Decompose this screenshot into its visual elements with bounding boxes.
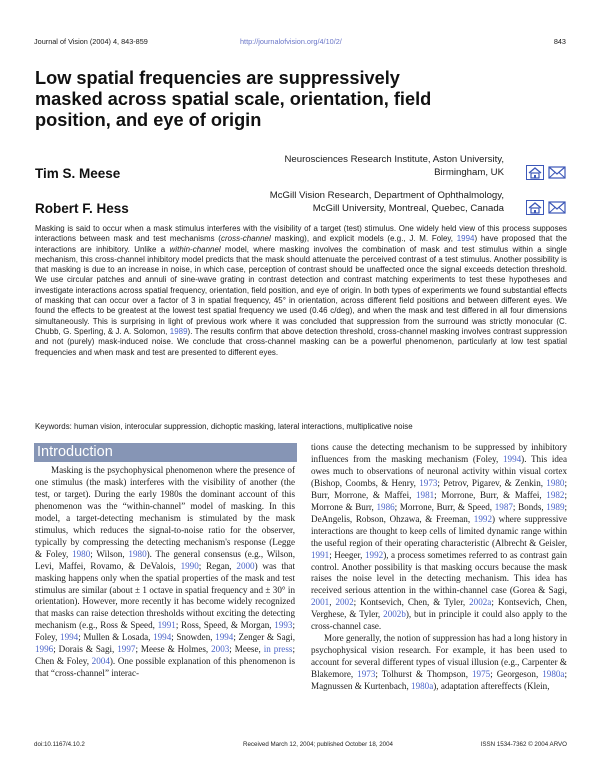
section-heading-bar — [34, 443, 297, 462]
body-text: ; Bonds, — [512, 501, 547, 512]
body-text: ; Petrov, Pigarev, & Zenkin, — [437, 477, 547, 488]
affiliation-line: McGill University, Montreal, Quebec, Canada — [312, 202, 504, 214]
author-1-icons — [526, 165, 566, 180]
body-text: ; Ross, Speed, & Morgan, — [175, 620, 275, 631]
body-text: ; Heeger, — [329, 549, 365, 560]
citation-link[interactable]: 1987 — [494, 501, 513, 512]
citation-link[interactable]: 1980 — [72, 548, 91, 559]
body-text: ; Regan, — [198, 560, 237, 571]
citation-link[interactable]: 1992 — [365, 549, 384, 560]
body-text: More generally, the notion of suppression has had a long history in psychophysical vision research. For example, it has been used to account for several different types of visual illusion (e.g., Carpenter & Blakemore, — [311, 633, 567, 680]
citation-link[interactable]: 1997 — [117, 644, 136, 655]
citation-link[interactable]: 2002b — [383, 609, 406, 620]
footer-doi: doi:10.1167/4.10.2 — [34, 741, 85, 748]
footer-dates: Received March 12, 2004; published October 18, 2004 — [243, 741, 393, 748]
citation-link[interactable]: 1994 — [60, 632, 79, 643]
citation-link[interactable]: 1994 — [502, 453, 522, 464]
body-text: ; Wilson, — [90, 548, 129, 559]
keywords: Keywords: human vision, interocular suppression, dichoptic masking, lateral interactions, multiplicative noise — [35, 422, 413, 431]
citation-link[interactable]: 1994 — [153, 632, 172, 643]
body-text: ), a process sometimes referred to as contrast gain control. Another possibility is that masking occurs because the mask raises the noise level in the detecting mechanism. This idea has received serious attention in the within-channel case (Gorea & Sagi, — [311, 549, 568, 596]
citation-link[interactable]: 1973 — [357, 669, 376, 680]
section-title: Introduction — [37, 444, 113, 460]
footer-issn: ISSN 1534-7362 © 2004 ARVO — [480, 741, 567, 748]
body-text: ; Kontsevich, Chen, & Tyler, — [353, 597, 470, 608]
body-text: , — [329, 597, 336, 608]
body-text: ; Magnussen & Kurtenbach, — [311, 669, 567, 692]
article-title: Low spatial frequencies are suppressively masked across spatial scale, orientation, field position, and eye of origin — [35, 68, 432, 130]
body-text: ; Georgeson, — [490, 669, 543, 680]
home-page-icon[interactable] — [526, 200, 544, 215]
citation-link[interactable]: 1986 — [376, 501, 395, 512]
author-affiliation-1 — [224, 154, 504, 179]
citation-link[interactable]: 1980 — [128, 548, 147, 559]
citation-link[interactable]: 1992 — [473, 513, 492, 524]
citation-link[interactable]: 1994 — [215, 632, 234, 643]
author-name-2: Robert F. Hess — [35, 201, 129, 216]
body-text: ) was that masking happens only when the spatial properties of the mask and test stimulus are similar (about ± 1 octave in spatial frequency and ± 30° in orientation). However, more recently it has become widely recognized that masks can raise detection thresholds without exciting the detecting mechanism (e.g., Ross & Speed, — [35, 560, 295, 631]
citation-link[interactable]: 1975 — [472, 669, 491, 680]
body-text: ; Zenger & Sagi, — [233, 632, 295, 643]
body-text: ; Tolhurst & Thompson, — [375, 669, 472, 680]
body-text: ; Burr, Morrone, & Maffei, — [311, 477, 567, 500]
email-icon[interactable] — [548, 200, 566, 215]
citation-link[interactable]: 2003 — [211, 644, 230, 655]
body-text: ; Meese & Holmes, — [135, 644, 212, 655]
abstract-text: ). The results confirm that above detection threshold, cross-channel masking involves contrast suppression and not (purely) mask-induced noise. We conclude that cross-channel masking can be a powerful phenomenon, particularly at low test spatial frequencies and when mask and test are presented to different eyes. — [35, 326, 568, 357]
body-text: ), adaptation aftereffects (Klein, — [433, 681, 550, 692]
abstract-text: masking), and explicit models (e.g., J. M. Foley, — [270, 234, 457, 244]
abstract-text: model, where masking involves the combination of mask and test stimulus within a single mechanism, this cross-channel inhibitory model predicts that the mask should attenuate the perceived contrast of a test stimulus. Another possibility is that masking is due to an increase in noise, in which case, perception of contrast should be unaffected once the signal exceeds detection threshold. We use circular patches and annuli of sine-wave grating in contrast detection and contrast matching experiments to test these hypotheses and investigate interactions across spatial frequency, orientation, field position, and eye of origin. In both types of experiments we found substantial effects of masking that can occur over a factor of 3 in spatial frequency, 45° in orientation, across different field positions and between different eyes. We found the effects to be greatest at the lowest test spatial frequency we used (0.46 c/deg), and when the mask and test differed in all four dimensions simultaneously. This is surprising in light of previous work where it was concluded that suppression from the surround was strictly monocular (C. Chubb, G. Sperling, & J. A. Solomon, — [35, 244, 567, 336]
citation-link[interactable]: 1991 — [157, 620, 176, 631]
citation-link[interactable]: 2001 — [311, 597, 330, 608]
citation-link[interactable]: in press — [263, 644, 293, 655]
affiliation-line: McGill Vision Research, Department of Ophthalmology, — [269, 190, 504, 201]
author-affiliation-2 — [224, 190, 504, 215]
author-name-1: Tim S. Meese — [35, 166, 121, 181]
body-text: ; Meese, — [229, 644, 264, 655]
body-text: ; Kontsevich, Chen, Verghese, & Tyler, — [311, 597, 567, 620]
intro-right-column — [311, 442, 567, 693]
body-text: ; Snowden, — [171, 632, 216, 643]
home-page-icon[interactable] — [526, 165, 544, 180]
body-text: ). One possible explanation of this phenomenon is that “cross-channel” interac- — [35, 656, 295, 679]
abstract-emphasis: cross-channel — [220, 234, 271, 244]
citation-link[interactable]: 1981 — [415, 489, 435, 500]
running-header-journal: Journal of Vision (2004) 4, 843-859 — [34, 37, 148, 46]
body-text: ; Mullen & Losada, — [78, 632, 154, 643]
body-text: ; Foley, — [35, 620, 295, 643]
citation-link[interactable]: 1982 — [546, 489, 565, 500]
body-text: ; Chen & Foley, — [35, 644, 295, 667]
affiliation-line: Birmingham, UK — [434, 166, 504, 178]
intro-paragraph — [311, 633, 567, 693]
citation-link[interactable]: 2000 — [236, 560, 255, 571]
body-text: ). This idea owes much to observations of neuronal activity within visual cortex (Bishop, Coombs, & Henry, — [311, 453, 568, 488]
citation-link[interactable]: 1991 — [311, 549, 330, 560]
body-text: ; Morrone, Burr, & Maffei, — [434, 489, 547, 500]
body-text: ) where suppressive interactions are thought to keep cells of limited dynamic range within the useful region of their operating characteristic (Albrecht & Geisler, — [311, 513, 567, 548]
citation-link[interactable]: 1989 — [546, 501, 565, 512]
citation-link[interactable]: 1973 — [419, 477, 438, 488]
email-icon[interactable] — [548, 165, 566, 180]
citation-link[interactable]: 1990 — [180, 560, 199, 571]
citation-link[interactable]: 1989 — [169, 326, 188, 336]
body-text: ). The general consensus (e.g., Wilson, Levi, Maffei, Rovamo, & DeValois, — [35, 548, 295, 571]
author-2-icons — [526, 200, 566, 215]
abstract — [35, 224, 567, 358]
abstract-text: Masking is said to occur when a mask stimulus interferes with the visibility of a target (test) stimulus. One widely held view of this process supposes interactions between mask and test mechanisms ( — [35, 224, 567, 244]
citation-link[interactable]: 1980 — [546, 477, 565, 488]
intro-paragraph — [35, 465, 295, 680]
page-number: 843 — [553, 37, 566, 46]
body-text: ; DeAngelis, Robson, Ohzawa, & Freeman, — [311, 501, 568, 524]
body-text: ; Dorais & Sagi, — [53, 644, 118, 655]
citation-link[interactable]: 2002 — [335, 597, 354, 608]
citation-link[interactable]: 1996 — [35, 644, 54, 655]
body-text: Masking is the psychophysical phenomenon where the presence of one stimulus (the mask) interferes with the visibility of another (the test, or target). During the early 1980s the dominant account of this phenomenon was the “within-channel” model of masking. In this model, a target-detecting mechanism is stimulated by the mask stimulus, which reduces the signal-to-noise ratio for the observer, typically by compressing the detecting mechanism's response (Legge & Foley, — [35, 465, 295, 559]
citation-link[interactable]: 2002a — [469, 597, 492, 608]
citation-link[interactable]: 1993 — [274, 620, 293, 631]
body-text: ; Morrone & Burr, — [311, 489, 567, 512]
abstract-text: ) have proposed that the interactions are inhibitory. Unlike a — [35, 234, 567, 254]
intro-left-column — [35, 465, 295, 680]
citation-link[interactable]: 2004 — [91, 656, 110, 667]
abstract-emphasis: within-channel — [169, 244, 221, 254]
body-text: ), but in principle it could also apply to the cross-channel case. — [311, 609, 567, 632]
body-text: ; Morrone, Burr, & Speed, — [394, 501, 495, 512]
intro-paragraph — [311, 442, 567, 633]
citation-link[interactable]: 1994 — [456, 234, 475, 244]
running-header-url[interactable]: http://journalofvision.org/4/10/2/ — [240, 37, 342, 46]
citation-link[interactable]: 1980a — [411, 681, 434, 692]
citation-link[interactable]: 1980a — [542, 669, 565, 680]
affiliation-line: Neurosciences Research Institute, Aston University, — [284, 154, 504, 165]
body-text: tions cause the detecting mechanism to be suppressed by inhibitory influences from the masking mechanism (Foley, — [311, 442, 567, 464]
